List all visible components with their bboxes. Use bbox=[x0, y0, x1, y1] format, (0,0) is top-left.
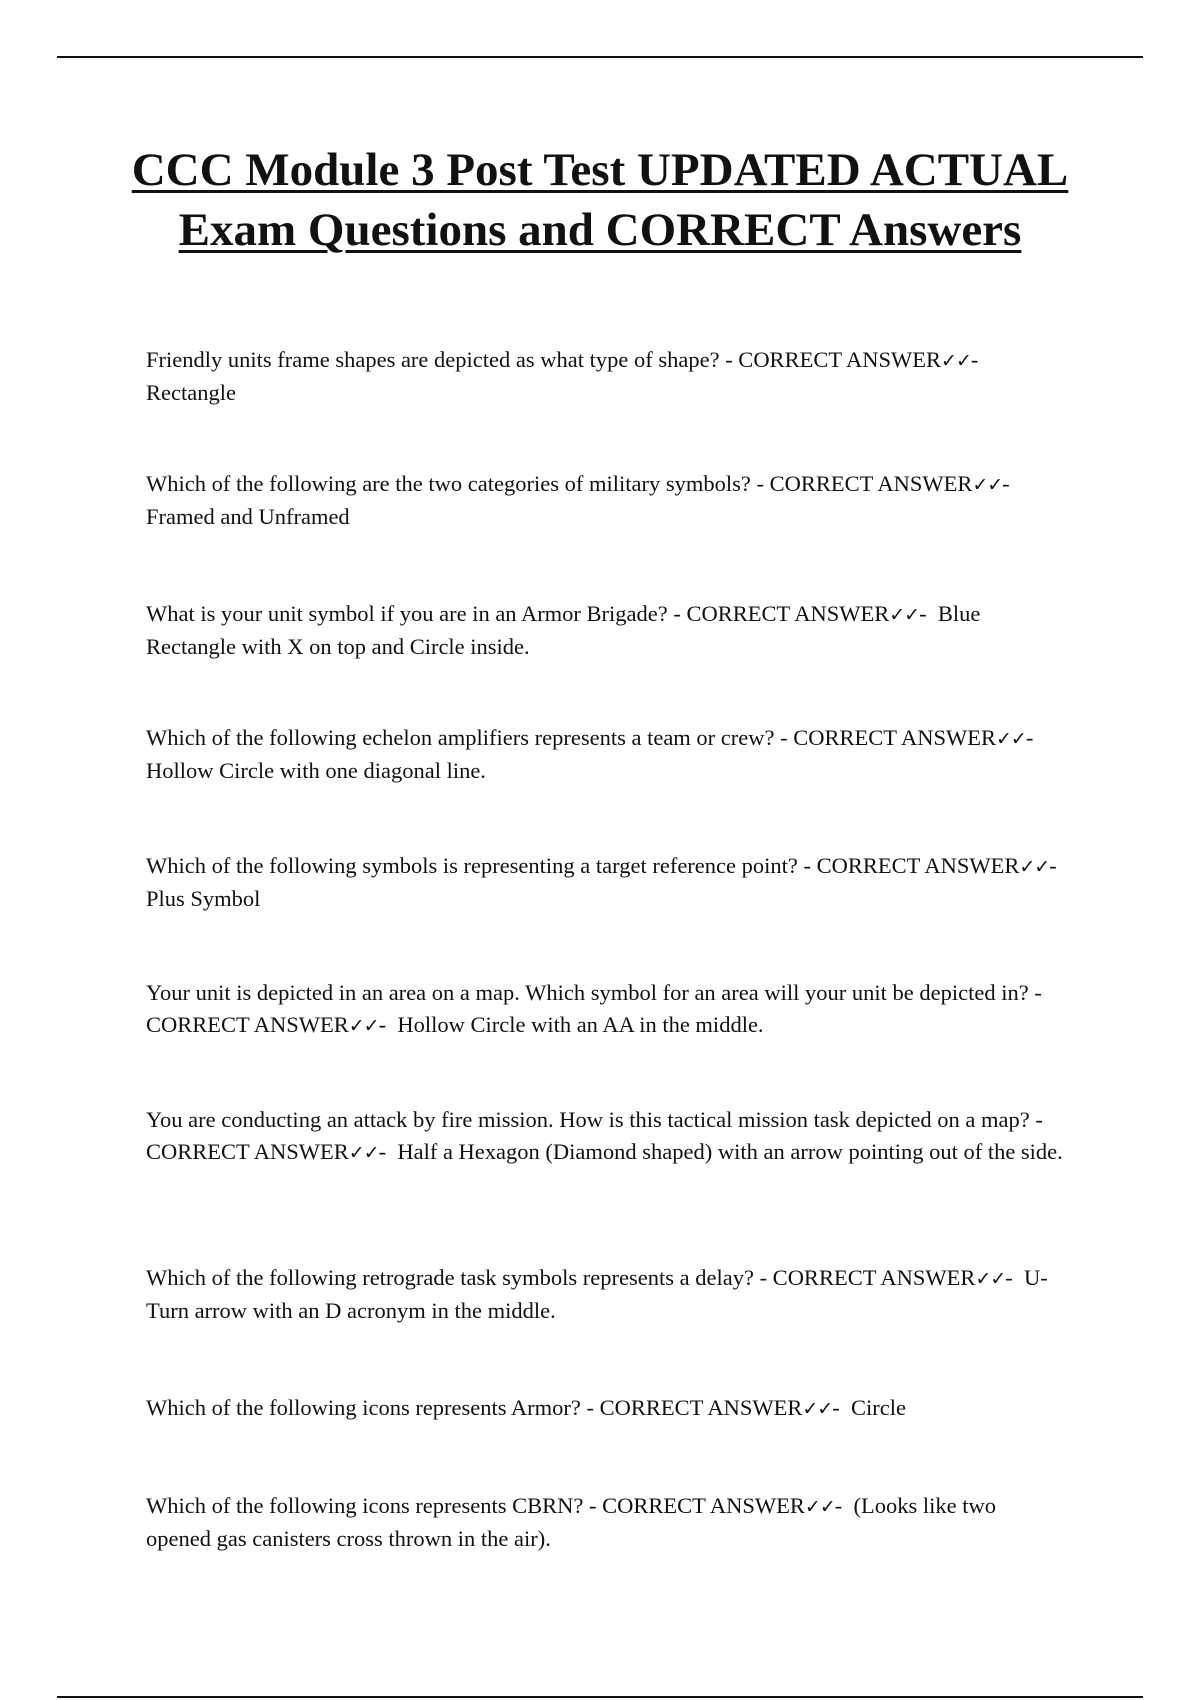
question-text: Which of the following icons represents Armor? bbox=[146, 1395, 581, 1420]
checkmark-icon: ✓✓ bbox=[1019, 856, 1050, 878]
checkmark-icon: ✓✓ bbox=[802, 1398, 833, 1420]
question-text: Which of the following are the two categories of military symbols? bbox=[146, 471, 751, 496]
checkmark-icon: ✓✓ bbox=[972, 474, 1003, 496]
answer-prefix: - CORRECT ANSWER bbox=[780, 725, 996, 750]
answer-text: Half a Hexagon (Diamond shaped) with an arrow pointing out of the side. bbox=[397, 1139, 1063, 1164]
top-rule bbox=[57, 56, 1143, 58]
checkmark-icon: ✓✓ bbox=[348, 1015, 379, 1037]
question-text: You are conducting an attack by fire mission. How is this tactical mission task depicted on a map? bbox=[146, 1107, 1030, 1132]
checkmark-icon: ✓✓ bbox=[804, 1496, 835, 1518]
qa-item-10: Which of the following icons represents CBRN? - CORRECT ANSWER✓✓- (Looks like two opened gas canisters cross thrown in the air). bbox=[146, 1493, 996, 1551]
checkmark-icon: ✓✓ bbox=[941, 350, 971, 372]
answer-text: (Looks like two opened gas canisters cross thrown in the air). bbox=[146, 1493, 996, 1551]
question-text: Which of the following echelon amplifiers represents a team or crew? bbox=[146, 725, 775, 750]
question-text: Your unit is depicted in an area on a map. Which symbol for an area will your unit be depicted in? bbox=[146, 980, 1029, 1005]
answer-prefix: - CORRECT ANSWER bbox=[803, 853, 1020, 878]
qa-item-9: Which of the following icons represents Armor? - CORRECT ANSWER✓✓- Circle bbox=[146, 1395, 906, 1420]
answer-text: Circle bbox=[850, 1395, 906, 1420]
answer-prefix: - CORRECT ANSWER bbox=[589, 1493, 805, 1518]
qa-item-7: You are conducting an attack by fire mission. How is this tactical mission task depicted on a map? - CORRECT ANSWER✓✓- Half a Hexagon (Diamond shaped) with an arrow pointing out of the side. bbox=[146, 1107, 1063, 1164]
answer-prefix: - CORRECT ANSWER bbox=[586, 1395, 803, 1420]
bottom-rule bbox=[57, 1696, 1143, 1698]
checkmark-icon: ✓✓ bbox=[889, 604, 920, 626]
checkmark-icon: ✓✓ bbox=[975, 1268, 1006, 1290]
answer-text: Rectangle bbox=[146, 380, 236, 405]
question-text: Which of the following icons represents CBRN? bbox=[146, 1493, 584, 1518]
qa-item-6: Your unit is depicted in an area on a map. Which symbol for an area will your unit be depicted in? - CORRECT ANSWER✓✓- Hollow Circle with an AA in the middle. bbox=[146, 980, 1042, 1037]
question-text: Friendly units frame shapes are depicted as what type of shape? bbox=[146, 347, 720, 372]
qa-item-4: Which of the following echelon amplifiers represents a team or crew? - CORRECT ANSWER✓✓- Hollow Circle with one diagonal line. bbox=[146, 725, 1039, 783]
checkmark-icon: ✓✓ bbox=[995, 728, 1026, 750]
qa-item-5: Which of the following symbols is representing a target reference point? - CORRECT ANSWER✓✓- Plus Symbol bbox=[146, 853, 1063, 911]
qa-item-8: Which of the following retrograde task symbols represents a delay? - CORRECT ANSWER✓✓- U-Turn arrow with an D acronym in the middle. bbox=[146, 1265, 1048, 1323]
answer-text: Hollow Circle with one diagonal line. bbox=[146, 758, 486, 783]
document-title: CCC Module 3 Post Test UPDATED ACTUAL Exam Questions and CORRECT Answers bbox=[131, 144, 1069, 256]
answer-prefix: - CORRECT ANSWER bbox=[146, 980, 1042, 1037]
answer-prefix: - CORRECT ANSWER bbox=[759, 1265, 976, 1290]
question-text: Which of the following symbols is representing a target reference point? bbox=[146, 853, 798, 878]
answer-prefix: - CORRECT ANSWER bbox=[756, 471, 973, 496]
answer-prefix: - CORRECT ANSWER bbox=[725, 347, 942, 372]
answer-prefix: - CORRECT ANSWER bbox=[146, 1107, 1043, 1164]
answer-text: Framed and Unframed bbox=[146, 504, 350, 529]
qa-item-1: Friendly units frame shapes are depicted as what type of shape? - CORRECT ANSWER✓✓- Rectangle bbox=[146, 347, 979, 405]
answer-text: Plus Symbol bbox=[146, 886, 261, 911]
qa-item-3: What is your unit symbol if you are in an Armor Brigade? - CORRECT ANSWER✓✓- Blue Rectangle with X on top and Circle inside. bbox=[146, 601, 981, 659]
answer-text: U-Turn arrow with an D acronym in the middle. bbox=[146, 1265, 1048, 1323]
question-text: Which of the following retrograde task symbols represents a delay? bbox=[146, 1265, 754, 1290]
qa-item-2: Which of the following are the two categories of military symbols? - CORRECT ANSWER✓✓- Framed and Unframed bbox=[146, 471, 1016, 529]
answer-text: Hollow Circle with an AA in the middle. bbox=[397, 1012, 764, 1037]
checkmark-icon: ✓✓ bbox=[348, 1142, 379, 1164]
question-text: What is your unit symbol if you are in an Armor Brigade? bbox=[146, 601, 668, 626]
answer-text: Blue Rectangle with X on top and Circle inside. bbox=[146, 601, 981, 659]
answer-prefix: - CORRECT ANSWER bbox=[673, 601, 890, 626]
